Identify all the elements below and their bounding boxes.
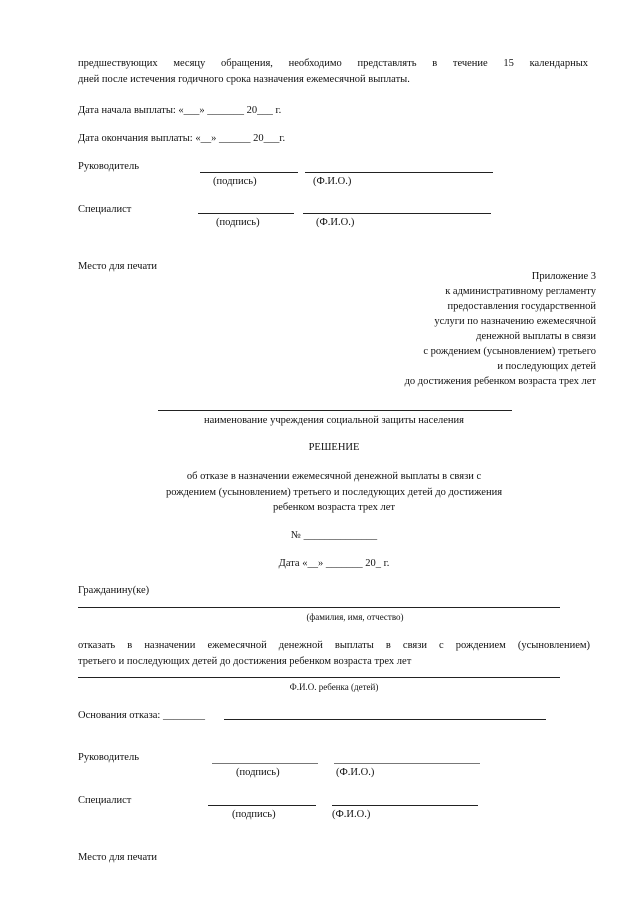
refusal-line-2: третьего и последующих детей до достижения ребенком возраста трех лет — [78, 656, 412, 667]
name-caption: (Ф.И.О.) — [332, 809, 371, 820]
paragraph-line-1: предшествующих месяцу обращения, необходимо представлять в течение 15 календарных — [78, 58, 588, 69]
name-caption: (Ф.И.О.) — [336, 767, 375, 778]
name-line — [303, 213, 491, 214]
appendix-line: услуги по назначению ежемесячной — [434, 316, 596, 327]
signature-line — [200, 172, 298, 173]
subtitle-line: рождением (усыновлением) третьего и последующих детей до достижения — [165, 487, 503, 498]
signature-line — [198, 213, 294, 214]
name-line — [305, 172, 493, 173]
subtitle-line: ребенком возраста трех лет — [273, 502, 395, 513]
signature-line — [208, 805, 316, 806]
appendix-line: к административному регламенту — [445, 286, 596, 297]
name-line — [332, 805, 478, 806]
paragraph-line-2: дней после истечения годичного срока назначения ежемесячной выплаты. — [78, 74, 410, 85]
specialist-label: Специалист — [78, 795, 132, 806]
citizen-caption: (фамилия, имя, отчество) — [306, 612, 404, 622]
appendix-line: с рождением (усыновлением) третьего — [423, 346, 596, 357]
appendix-line: предоставления государственной — [447, 301, 596, 312]
reasons-line — [224, 719, 546, 720]
stamp-place: Место для печати — [78, 261, 158, 272]
signature-caption: (подпись) — [213, 176, 257, 187]
subtitle-line: об отказе в назначении ежемесячной денежной выплаты в связи с — [186, 471, 482, 482]
child-caption: Ф.И.О. ребенка (детей) — [289, 682, 379, 692]
head-label: Руководитель — [78, 752, 139, 763]
payment-end-date: Дата окончания выплаты: «__» ______ 20___г. — [78, 133, 286, 144]
specialist-label: Специалист — [78, 204, 132, 215]
name-caption: (Ф.И.О.) — [316, 217, 355, 228]
child-name-line — [78, 677, 560, 678]
document-date: Дата «__» _______ 20_ г. — [278, 558, 390, 569]
payment-start-date: Дата начала выплаты: «___» _______ 20___ г. — [78, 105, 282, 116]
citizen-name-line — [78, 607, 560, 608]
appendix-line: до достижения ребенком возраста трех лет — [404, 376, 596, 387]
appendix-line: денежной выплаты в связи — [476, 331, 596, 342]
stamp-place: Место для печати — [78, 852, 158, 863]
appendix-line: и последующих детей — [497, 361, 596, 372]
name-caption: (Ф.И.О.) — [313, 176, 352, 187]
reasons-label: Основания отказа: ________ — [78, 710, 205, 721]
citizen-label: Гражданину(ке) — [78, 585, 150, 596]
institution-caption: наименование учреждения социальной защиты населения — [204, 415, 464, 426]
signature-caption: (подпись) — [232, 809, 276, 820]
institution-line — [158, 410, 512, 411]
refusal-line-1: отказать в назначении ежемесячной денежной выплаты в связи с рождением (усыновлением) — [78, 640, 590, 651]
signature-caption: (подпись) — [216, 217, 260, 228]
document-number: № ______________ — [290, 530, 378, 541]
appendix-line: Приложение 3 — [531, 271, 596, 282]
document-title: РЕШЕНИЕ — [308, 442, 360, 453]
name-line — [334, 763, 480, 764]
head-label: Руководитель — [78, 161, 139, 172]
signature-line — [212, 763, 318, 764]
signature-caption: (подпись) — [236, 767, 280, 778]
